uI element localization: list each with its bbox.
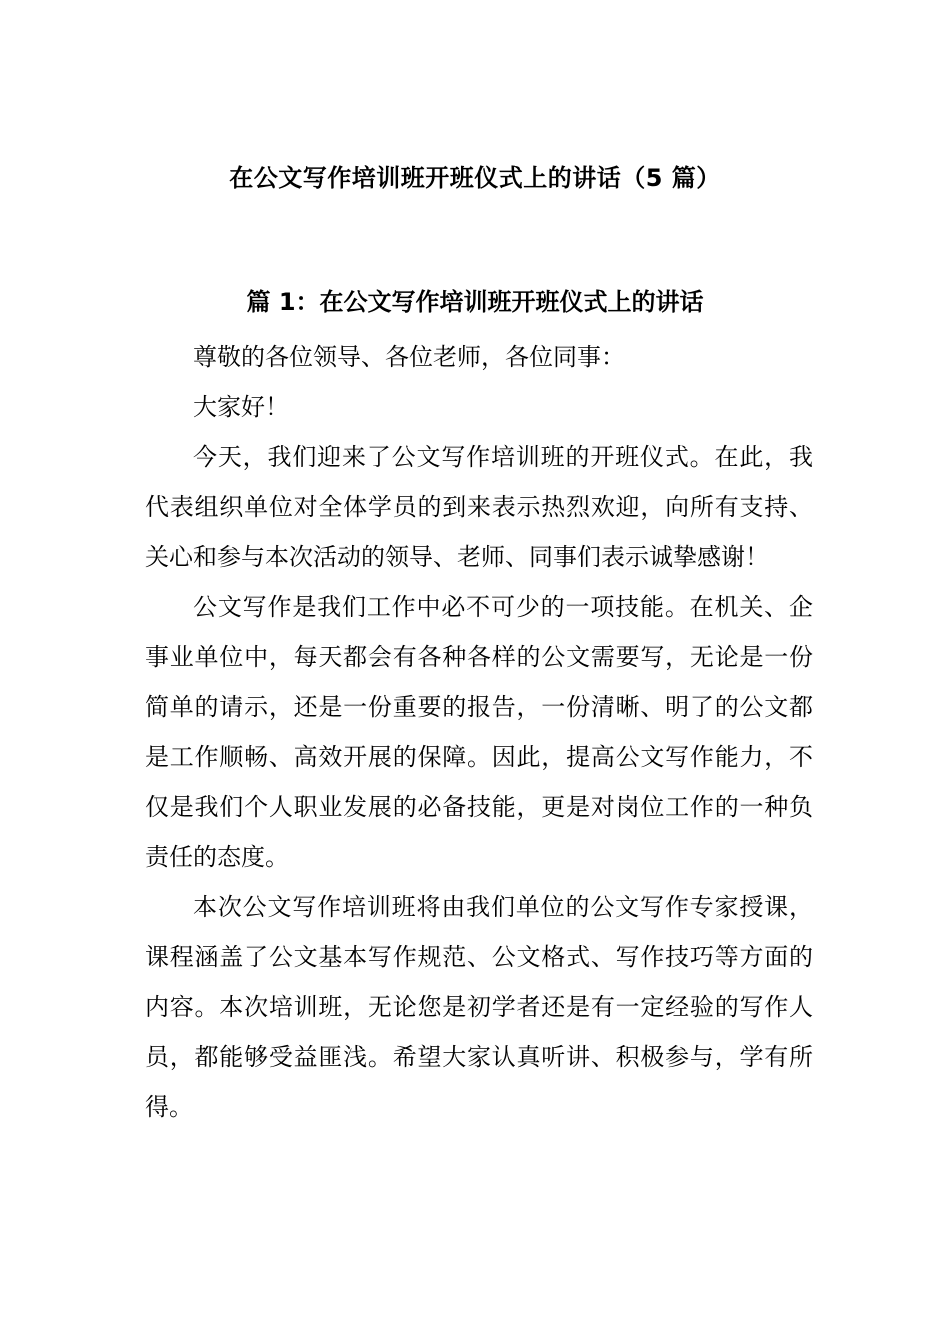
section-heading: 篇 1：在公文写作培训班开班仪式上的讲话	[246, 288, 704, 316]
body-paragraph: 公文写作是我们工作中必不可少的一项技能。在机关、企事业单位中，每天都会有各种各样的公文需要写，无论是一份简单的请示，还是一份重要的报告，一份清晰、明了的公文都是工作顺畅、高效开展的保障。因此，提高公文写作能力，不仅是我们个人职业发展的必备技能，更是对岗位工作的一种负责任的态度。	[145, 593, 813, 871]
body-paragraph: 今天，我们迎来了公文写作培训班的开班仪式。在此，我代表组织单位对全体学员的到来表示热烈欢迎，向所有支持、关心和参与本次活动的领导、老师、同事们表示诚挚感谢！	[145, 443, 813, 571]
document-body	[145, 332, 813, 1132]
document-title: 在公文写作培训班开班仪式上的讲话（5 篇）	[229, 164, 721, 192]
greeting-paragraph: 大家好！	[193, 393, 289, 421]
salutation-paragraph: 尊敬的各位领导、各位老师，各位同事：	[193, 343, 625, 371]
body-paragraph: 本次公文写作培训班将由我们单位的公文写作专家授课，课程涵盖了公文基本写作规范、公文格式、写作技巧等方面的内容。本次培训班，无论您是初学者还是有一定经验的写作人员，都能够受益匪浅。希望大家认真听讲、积极参与，学有所得。	[145, 893, 813, 1121]
